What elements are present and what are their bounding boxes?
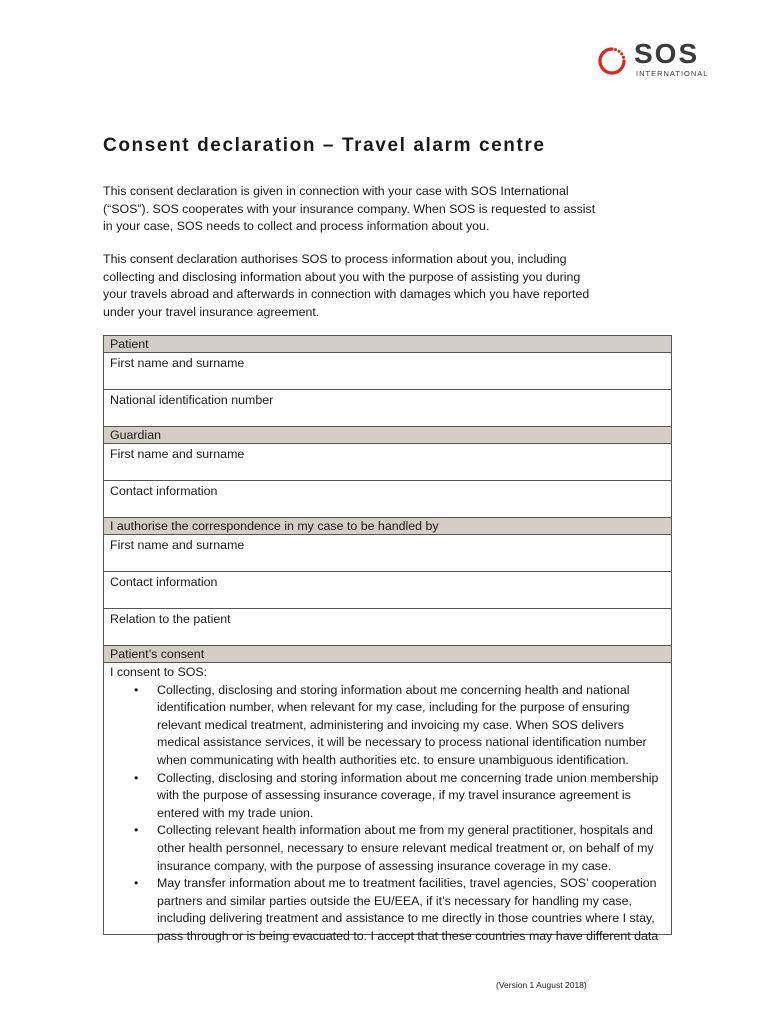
section-header-patient (104, 336, 672, 353)
correspondent-relation-row[interactable] (104, 609, 672, 646)
bullet-icon: • (134, 876, 139, 891)
guardian-name-field[interactable]: First name and surname (104, 444, 672, 481)
correspondent-relation-field[interactable]: Relation to the patient (104, 609, 672, 646)
consent-item-text: Collecting relevant health information about me from my general practitioner, hospitals and other health personnel, necessary to ensure relevant medical treatment or, on behalf of my insurance company, with the purpose of assessing insurance coverage in my case. (157, 823, 654, 873)
guardian-contact-row[interactable] (104, 481, 672, 518)
consent-body (104, 663, 672, 943)
patient-name-field[interactable]: First name and surname (104, 353, 672, 390)
logo-wordmark: SOS (634, 38, 700, 69)
correspondent-name-row[interactable] (104, 535, 672, 572)
sos-dotted-ring-icon (594, 43, 630, 79)
consent-list (110, 682, 665, 946)
section-header-correspondence (104, 518, 672, 535)
consent-body-row (104, 663, 672, 935)
section-header-consent (104, 646, 672, 663)
list-item (110, 770, 665, 823)
consent-form-table (103, 335, 672, 943)
patient-id-field[interactable]: National identification number (104, 390, 672, 427)
sos-logo (594, 38, 724, 79)
correspondent-contact-field[interactable]: Contact information (104, 572, 672, 609)
logo-subtitle: INTERNATIONAL (636, 69, 709, 78)
intro-paragraph-2: This consent declaration authorises SOS to process information about you, including collecting and disclosing information about you with the purpose of assisting you during your travels abroad and afterwards in connection with damages which you have reported under your travel insurance agreement. (103, 252, 590, 319)
section-heading: Patient’s consent (104, 646, 672, 663)
guardian-name-row[interactable] (104, 444, 672, 481)
bullet-icon: • (134, 823, 139, 838)
version-footer: (Version 1 August 2018) (496, 980, 587, 990)
list-item (110, 875, 665, 945)
bullet-icon: • (134, 682, 139, 697)
section-heading: I authorise the correspondence in my case to be handled by (104, 518, 672, 535)
section-header-guardian (104, 427, 672, 444)
consent-item-text: May transfer information about me to treatment facilities, travel agencies, SOS’ cooperation partners and similar parties outside the EU/EEA, if it’s necessary for handling my case, including delivering treatment and assistance to me directly in those countries where I stay, pass through or is being evacuated to. I accept that these countries may have different data (157, 876, 659, 943)
section-heading: Patient (104, 336, 672, 353)
consent-item-text: Collecting, disclosing and storing information about me concerning trade union membership with the purpose of assessing insurance coverage, if my travel insurance agreement is entered with my trade union. (157, 770, 659, 820)
guardian-contact-field[interactable]: Contact information (104, 481, 672, 518)
section-heading: Guardian (104, 427, 672, 444)
correspondent-name-field[interactable]: First name and surname (104, 535, 672, 572)
correspondent-contact-row[interactable] (104, 572, 672, 609)
patient-id-row[interactable] (104, 390, 672, 427)
bullet-icon: • (134, 770, 139, 785)
consent-lead: I consent to SOS: (110, 665, 208, 679)
consent-item-text: Collecting, disclosing and storing information about me concerning health and national identification number, when relevant for my case, including for the purpose of ensuring relevant medical treatment, administering and invoicing my case. When SOS delivers medical assistance services, it will be necessary to process national identification number when communicating with health authorities etc. to ensure unambiguous identification. (157, 682, 647, 767)
intro-paragraph-1: This consent declaration is given in connection with your case with SOS International (“SOS”). SOS cooperates with your insurance company. When SOS is requested to assist in your case, SOS needs to collect and process information about you. (103, 184, 596, 234)
list-item (110, 682, 665, 770)
list-item (110, 822, 665, 875)
consent-text (110, 664, 665, 943)
patient-name-row[interactable] (104, 353, 672, 390)
page-title: Consent declaration – Travel alarm centre (103, 135, 546, 156)
